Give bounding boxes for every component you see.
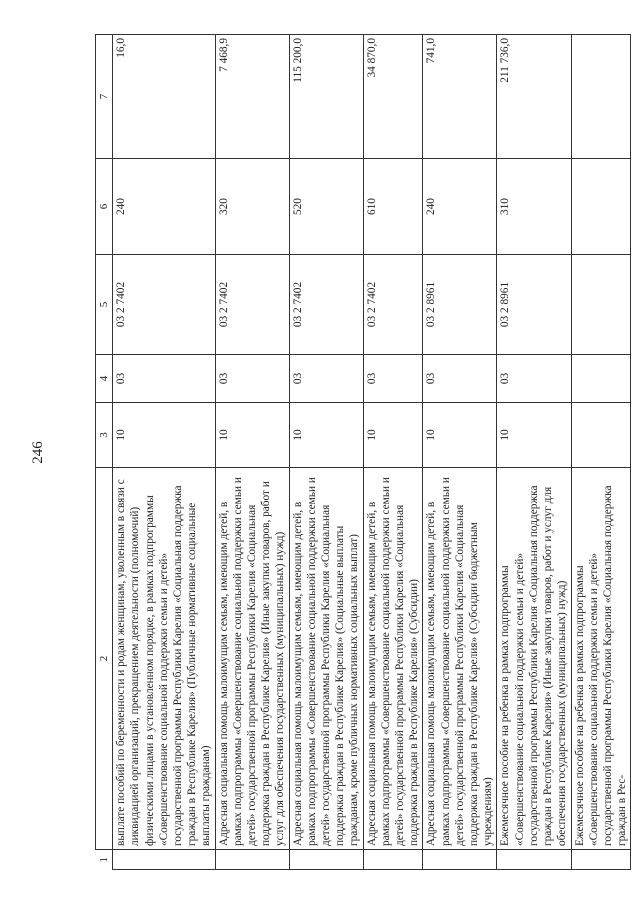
row-pr-cell: 03 [215,355,289,403]
row-sum-cell: 741,0 [423,35,497,159]
row-vr-cell: 320 [215,159,289,255]
rotated-page-content [95,35,629,870]
row-number-cell [497,850,571,870]
row-csr-cell: 03 2 7402 [289,255,363,355]
row-pr-cell: 03 [423,355,497,403]
table-row [423,35,497,870]
row-name-cell: Ежемесячное пособие на ребенка в рамках подпрограммы «Совершенствование социальной поддержки семьи и детей» государственной программы Республики Карелия «Социальная поддержка граждан в Рес- [571,468,631,850]
row-rz-cell: 10 [497,403,571,468]
row-pr-cell: 03 [113,355,215,403]
row-pr-cell: 03 [363,355,423,403]
row-csr-cell: 03 2 7402 [113,255,215,355]
header-cell-2: 2 [96,468,113,850]
row-vr-cell: 610 [363,159,423,255]
row-sum-cell: 34 870,0 [363,35,423,159]
row-number-cell [215,850,289,870]
row-rz-cell [571,403,631,468]
row-sum-cell: 115 200,0 [289,35,363,159]
row-name-cell: Адресная социальная помощь малоимущим семьям, имеющим детей, в рамках подпрограммы «Совершенствование социальной поддержки семьи и детей» государственной программы Республики Карелия «Социальная поддержка граждан в Республике Карелия» (Субсидии) [363,468,423,850]
row-rz-cell: 10 [423,403,497,468]
table-row [215,35,289,870]
row-name-cell: выплате пособий по беременности и родам женщинам, уволенным в связи с ликвидацией организаций, прекращением деятельности (полномочий) физическими лицами в установленном порядке, в рамках подпрограммы «Совершенствование социальной поддержки семьи и детей» государственной программы Республики Карелия «Социальная поддержка граждан в Республике Карелия» (Публичные нормативные социальные выплаты гражданам) [113,468,215,850]
row-pr-cell: 03 [289,355,363,403]
row-rz-cell: 10 [215,403,289,468]
row-vr-cell [571,159,631,255]
row-number-cell [423,850,497,870]
row-vr-cell: 310 [497,159,571,255]
table-row [571,35,631,870]
page-number [27,440,49,464]
table-header-row [96,35,113,870]
row-name-cell: Адресная социальная помощь малоимущим семьям, имеющим детей, в рамках подпрограммы «Совершенствование социальной поддержки семьи и детей» государственной программы Республики Карелия «Социальная поддержка граждан в Республике Карелия» (Социальные выплаты гражданам, кроме публичных нормативных социальных выплат) [289,468,363,850]
row-number-cell [289,850,363,870]
row-sum-cell: 16,0 [113,35,215,159]
row-vr-cell: 240 [423,159,497,255]
header-cell-4: 4 [96,355,113,403]
header-cell-7: 7 [96,35,113,159]
row-number-cell [571,850,631,870]
header-cell-1: 1 [96,850,113,870]
row-name-cell: Адресная социальная помощь малоимущим семьям, имеющим детей, в рамках подпрограммы «Совершенствование социальной поддержки семьи и детей» государственной программы Республики Карелия «Социальная поддержка граждан в Республике Карелия» (Субсидии бюджетным учреждениям) [423,468,497,850]
row-rz-cell: 10 [289,403,363,468]
row-name-cell: Ежемесячное пособие на ребенка в рамках подпрограммы «Совершенствование социальной поддержки семьи и детей» государственной программы Республики Карелия «Социальная поддержка граждан в Республике Карелия» (Иные закупки товаров, работ и услуг для обеспечения государственных (муниципальных) нужд) [497,468,571,850]
row-rz-cell: 10 [113,403,215,468]
table-row [363,35,423,870]
row-pr-cell: 03 [497,355,571,403]
row-rz-cell: 10 [363,403,423,468]
row-csr-cell: 03 2 8961 [423,255,497,355]
row-csr-cell: 03 2 7402 [363,255,423,355]
budget-table [95,34,631,870]
table-row [113,35,215,870]
row-csr-cell [571,255,631,355]
page-number-text: 246 [29,440,46,464]
row-sum-cell [571,35,631,159]
row-sum-cell: 7 468,9 [215,35,289,159]
row-csr-cell: 03 2 8961 [497,255,571,355]
header-cell-3: 3 [96,403,113,468]
row-number-cell [363,850,423,870]
row-csr-cell: 03 2 7402 [215,255,289,355]
row-pr-cell [571,355,631,403]
row-name-cell: Адресная социальная помощь малоимущим семьям, имеющим детей, в рамках подпрограммы «Совершенствование социальной поддержки семьи и детей» государственной программы Республики Карелия «Социальная поддержка граждан в Республике Карелия» (Иные закупки товаров, работ и услуг для обеспечения государственных (муниципальных) нужд) [215,468,289,850]
table-row [497,35,571,870]
header-cell-6: 6 [96,159,113,255]
table-row [289,35,363,870]
row-vr-cell: 520 [289,159,363,255]
row-sum-cell: 211 736,0 [497,35,571,159]
header-cell-5: 5 [96,255,113,355]
row-number-cell [113,850,215,870]
row-vr-cell: 240 [113,159,215,255]
